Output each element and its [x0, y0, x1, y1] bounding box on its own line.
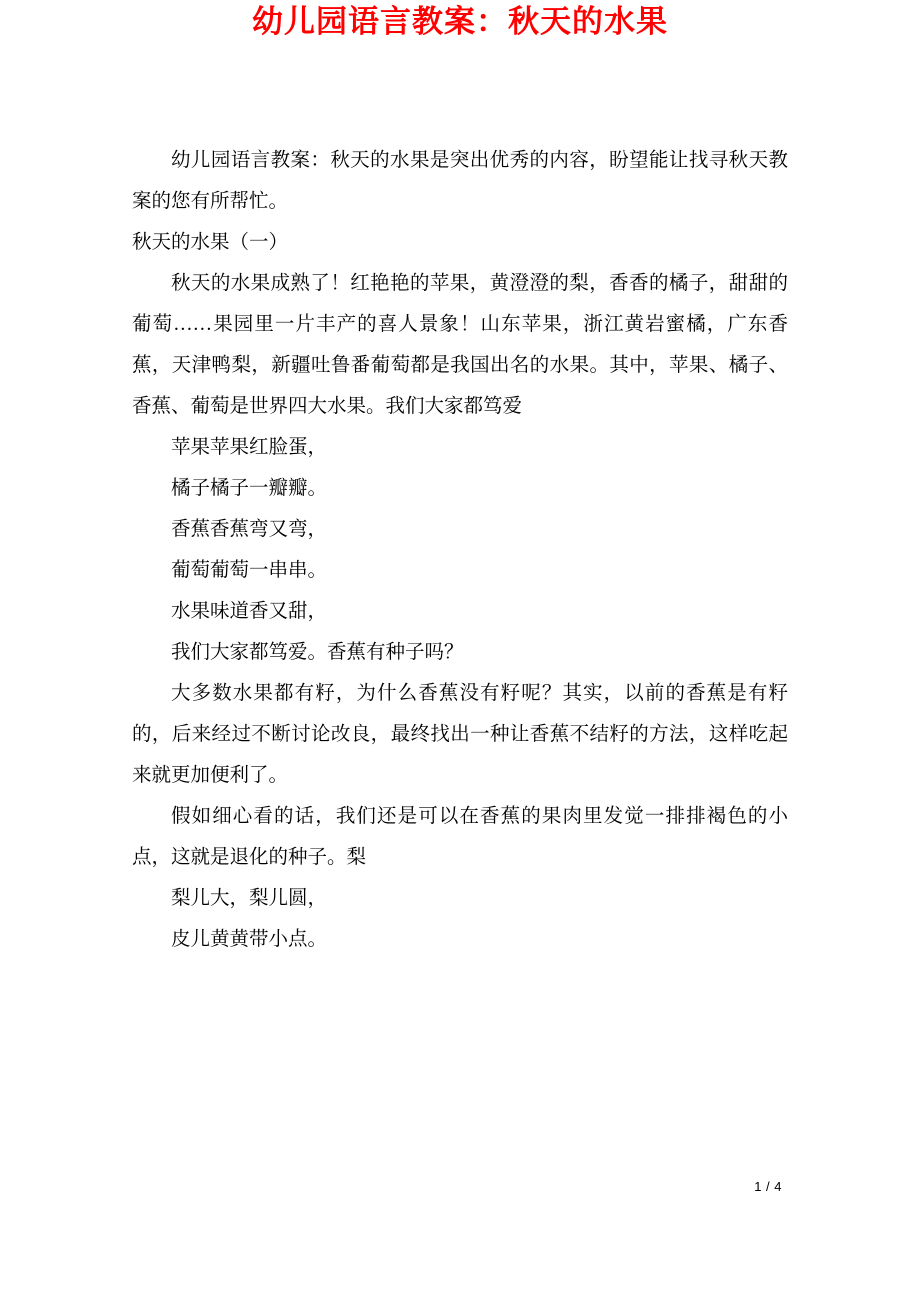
- page-number: 1 / 4: [754, 1179, 782, 1194]
- document-body: [132, 140, 788, 960]
- paragraph: 秋天的水果成熟了！红艳艳的苹果，黄澄澄的梨，香香的橘子，甜甜的葡萄……果园里一片丰产的喜人景象！山东苹果，浙江黄岩蜜橘，广东香蕉，天津鸭梨，新疆吐鲁番葡萄都是我国出名的水果。其中，苹果、橘子、香蕉、葡萄是世界四大水果。我们大家都笃爱: [132, 273, 788, 417]
- paragraph: 梨儿大，梨儿圆，: [171, 888, 328, 909]
- paragraph: 假如细心看的话，我们还是可以在香蕉的果肉里发觉一排排褐色的小点，这就是退化的种子。梨: [132, 806, 788, 868]
- page-title: 幼儿园语言教案：秋天的水果: [252, 4, 668, 39]
- paragraph: 水果味道香又甜，: [171, 601, 328, 622]
- paragraph: 葡萄葡萄一串串。: [171, 560, 328, 581]
- paragraph: 大多数水果都有籽，为什么香蕉没有籽呢？其实，以前的香蕉是有籽的，后来经过不断讨论改良，最终找出一种让香蕉不结籽的方法，这样吃起来就更加便利了。: [132, 683, 788, 786]
- paragraph: 香蕉香蕉弯又弯，: [171, 519, 328, 540]
- paragraph: 秋天的水果（一）: [132, 232, 289, 253]
- paragraph: 幼儿园语言教案：秋天的水果是突出优秀的内容，盼望能让找寻秋天教案的您有所帮忙。: [132, 150, 788, 212]
- paragraph: 我们大家都笃爱。香蕉有种子吗？: [171, 642, 464, 663]
- paragraph: 皮儿黄黄带小点。: [171, 929, 328, 950]
- paragraph: 橘子橘子一瓣瓣。: [171, 478, 328, 499]
- paragraph: 苹果苹果红脸蛋，: [171, 437, 328, 458]
